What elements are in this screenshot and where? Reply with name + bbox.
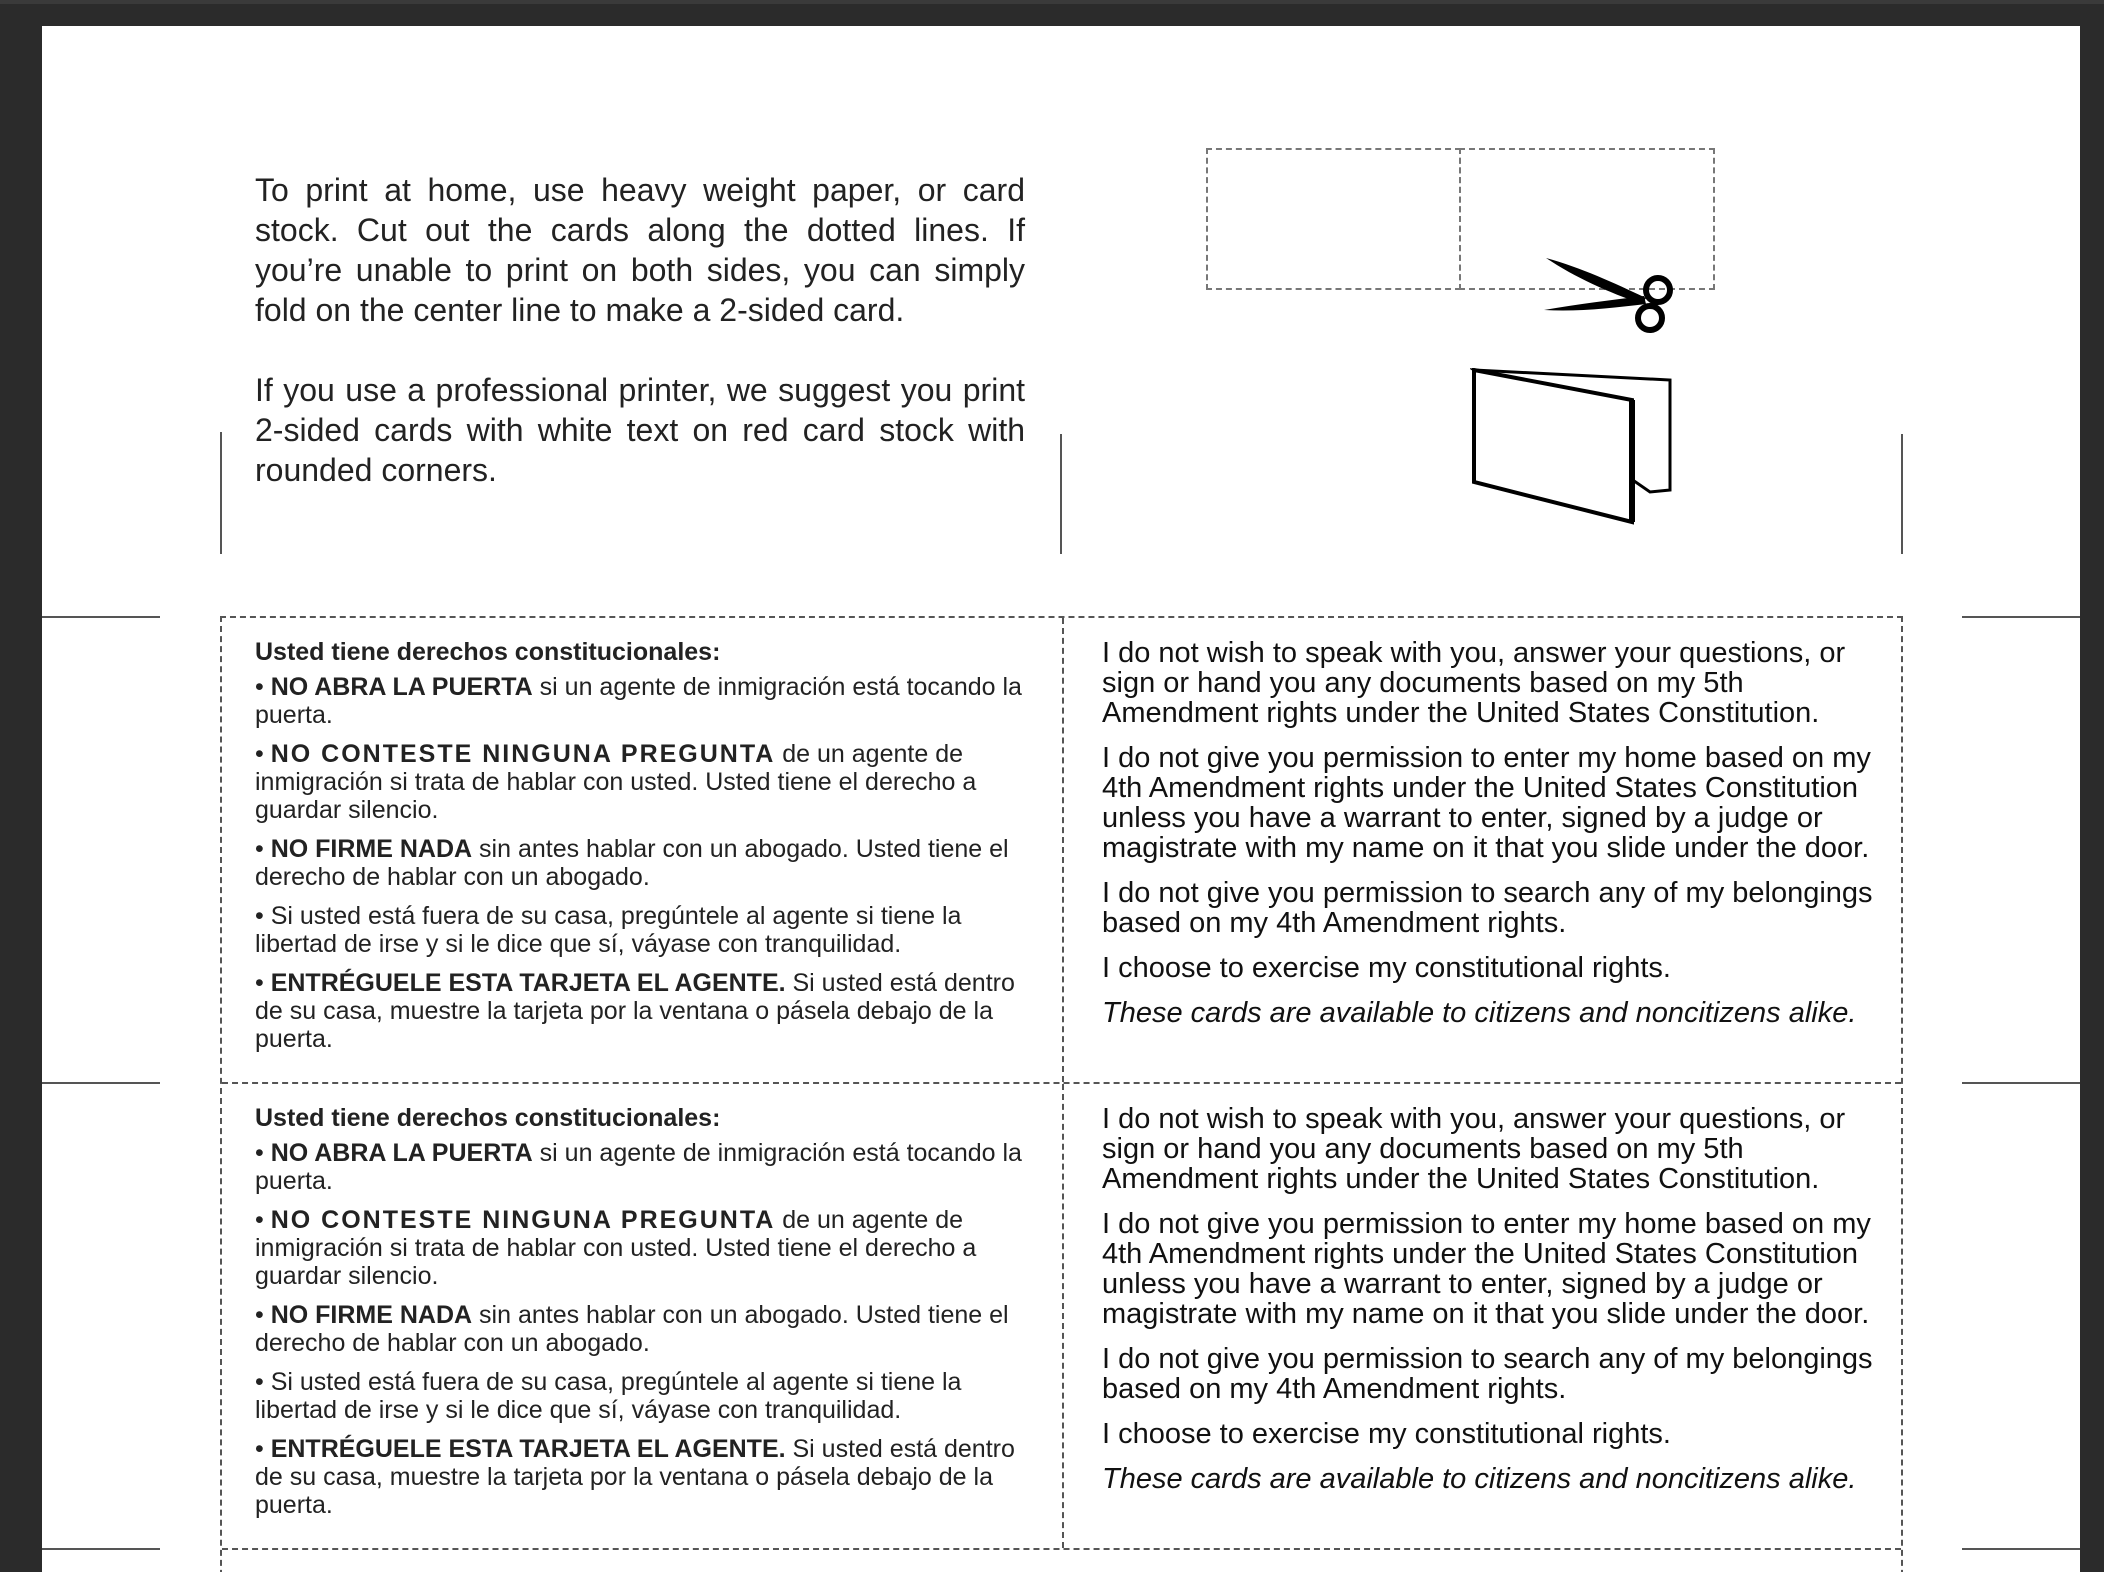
crop-mark	[1962, 1082, 2080, 1084]
card-front-spanish	[255, 1104, 1027, 1530]
card-paragraph: I do not give you permission to search any of my belongings based on my 4th Amendment rights.	[1102, 877, 1873, 939]
card-sheet	[220, 616, 1903, 1572]
card-paragraph: I do not wish to speak with you, answer your questions, or sign or hand you any documents based on my 5th Amendment rights under the United States Constitution.	[1102, 637, 1846, 729]
rights-item: • NO FIRME NADA sin antes hablar con un abogado. Usted tiene el derecho de hablar con un abogado.	[255, 1301, 1009, 1357]
pro-print-instructions: If you use a professional printer, we suggest you print 2-sided cards with white text on red card stock with rounded corners.	[255, 372, 1025, 488]
card-paragraph: I choose to exercise my constitutional rights.	[1102, 952, 1671, 984]
card-paragraph: I do not give you permission to enter my home based on my 4th Amendment rights under the United States Constitution unless you have a warrant to enter, signed by a judge or magistrate with my name on it that you slide under the door.	[1102, 1208, 1871, 1330]
crop-mark	[1901, 434, 1903, 554]
card-back-english	[1102, 1104, 1892, 1509]
fold-line	[1062, 618, 1064, 1082]
rights-item: • NO ABRA LA PUERTA si un agente de inmigración está tocando la puerta.	[255, 1139, 1022, 1195]
crop-mark	[1962, 1548, 2080, 1550]
crop-mark	[42, 616, 160, 618]
card-front-spanish	[255, 638, 1027, 1064]
crop-mark	[220, 432, 222, 554]
rights-item: • NO CONTESTE NINGUNA PREGUNTA de un agente de inmigración si trata de hablar con usted. Usted tiene el derecho a guardar silencio.	[255, 1206, 977, 1290]
card-paragraph: I do not wish to speak with you, answer your questions, or sign or hand you any documents based on my 5th Amendment rights under the United States Constitution.	[1102, 1103, 1846, 1195]
rights-item: • NO CONTESTE NINGUNA PREGUNTA de un agente de inmigración si trata de hablar con usted. Usted tiene el derecho a guardar silencio.	[255, 740, 977, 824]
card-paragraph: I choose to exercise my constitutional rights.	[1102, 1418, 1671, 1450]
card-heading: Usted tiene derechos constitucionales:	[255, 1104, 721, 1132]
folded-card-icon	[1470, 368, 1686, 528]
crop-mark	[42, 1548, 160, 1550]
document-page	[42, 26, 2080, 1572]
card-heading: Usted tiene derechos constitucionales:	[255, 638, 721, 666]
rights-item: • NO FIRME NADA sin antes hablar con un abogado. Usted tiene el derecho de hablar con un abogado.	[255, 835, 1009, 891]
scissors-icon	[1542, 248, 1682, 344]
crop-mark	[1962, 616, 2080, 618]
rights-item: • NO ABRA LA PUERTA si un agente de inmigración está tocando la puerta.	[255, 673, 1022, 729]
rights-item: • ENTRÉGUELE ESTA TARJETA EL AGENTE. Si usted está dentro de su casa, muestre la tarjeta por la ventana o pásela debajo de la puerta.	[255, 1435, 1015, 1519]
rights-item: • Si usted está fuera de su casa, pregúntele al agente si tiene la libertad de irse y si le dice que sí, váyase con tranquilidad.	[255, 902, 962, 958]
card-paragraph: I do not give you permission to enter my home based on my 4th Amendment rights under the United States Constitution unless you have a warrant to enter, signed by a judge or magistrate with my name on it that you slide under the door.	[1102, 742, 1871, 864]
cut-guide-left	[1206, 148, 1461, 290]
card-row	[222, 1084, 1901, 1550]
rights-item: • Si usted está fuera de su casa, pregúntele al agente si tiene la libertad de irse y si le dice que sí, váyase con tranquilidad.	[255, 1368, 962, 1424]
viewer-top-edge	[0, 0, 2104, 4]
home-print-instructions: To print at home, use heavy weight paper, or card stock. Cut out the cards along the dotted lines. If you’re unable to print on both sides, you can simply fold on the center line to make a 2-sided card.	[255, 172, 1025, 328]
card-paragraph: I do not give you permission to search any of my belongings based on my 4th Amendment rights.	[1102, 1343, 1873, 1405]
rights-item: • ENTRÉGUELE ESTA TARJETA EL AGENTE. Si usted está dentro de su casa, muestre la tarjeta por la ventana o pásela debajo de la puerta.	[255, 969, 1015, 1053]
crop-mark	[1060, 434, 1062, 554]
card-row	[222, 618, 1901, 1084]
card-footnote: These cards are available to citizens and noncitizens alike.	[1102, 1463, 1857, 1495]
card-back-english	[1102, 638, 1892, 1043]
crop-mark	[42, 1082, 160, 1084]
fold-line	[1062, 1084, 1064, 1548]
card-footnote: These cards are available to citizens and noncitizens alike.	[1102, 997, 1857, 1029]
